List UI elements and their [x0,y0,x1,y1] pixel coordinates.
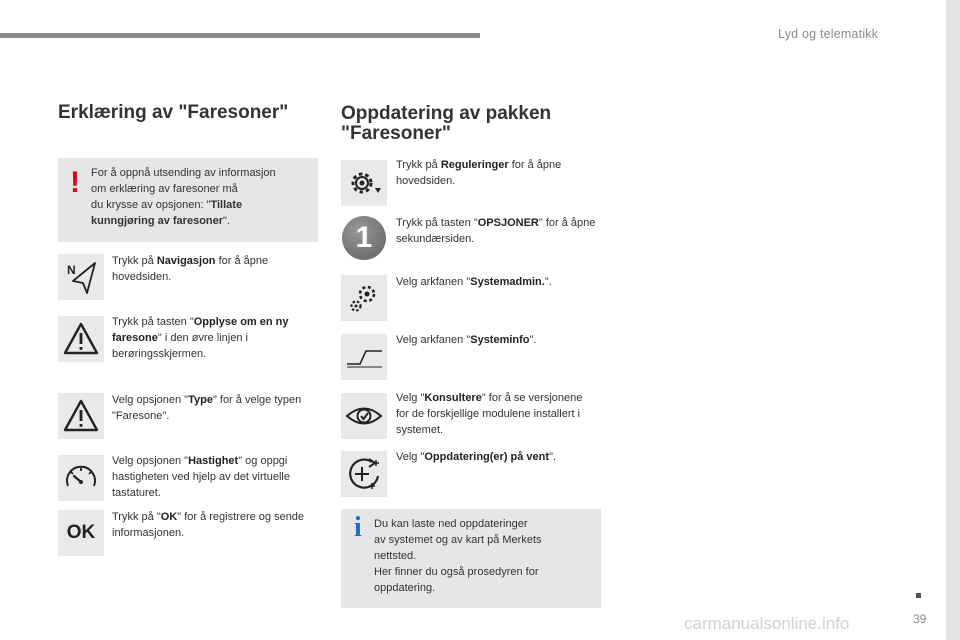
warning-triangle-icon [58,393,104,439]
navigation-icon [58,254,104,300]
exclamation-icon: ! [70,166,80,199]
update-plus-icon [341,451,387,497]
left-step-speed: Velg opsjonen "Hastighet" og oppgi hastigheten ved hjelp av det virtuelle tastaturet. [112,455,290,499]
page-bullet [916,593,921,598]
info-notice-text: Du kan laste ned oppdateringer av systemet og av kart på Merkets nettsted. Her finner du også prosedyren for oppdatering. [374,518,542,594]
side-strip [946,0,960,640]
left-step-type: Velg opsjonen "Type" for å velge typen "Faresone". [112,394,302,422]
right-step-systeminfo: Velg arkfanen "Systeminfo". [396,334,537,346]
double-gear-icon [341,275,387,321]
right-step-consult: Velg "Konsultere" for å se versjonene for de forskjellige modulene installert i systemet. [396,392,583,436]
right-step-pending-updates: Velg "Oppdatering(er) på vent". [396,451,557,463]
eye-icon [341,393,387,439]
info-icon: i [354,512,362,543]
speedometer-icon [58,455,104,501]
step-number-badge: 1 [342,216,386,260]
watermark: carmanualsonline.info [684,614,850,633]
left-heading: Erklæring av "Faresoner" [58,102,289,123]
system-info-tab-icon [341,334,387,380]
warning-triangle-icon [58,316,104,362]
right-step-systemadmin: Velg arkfanen "Systemadmin.". [396,276,552,288]
warning-notice-text: For å oppnå utsending av informasjon om erklæring av faresoner må du krysse av opsjonen: "Tillate kunngjøring av faresoner". [91,167,276,227]
right-heading: Oppdatering av pakken "Faresoner" [341,103,552,144]
right-step-settings: Trykk på Reguleringer for å åpne hovedsiden. [396,159,562,187]
left-step-new-danger-zone: Trykk på tasten "Opplyse om en ny faresone" i den øvre linjen i berøringsskjermen. [112,316,289,360]
page-number: 39 [913,612,927,626]
header-rule [0,33,480,38]
warning-notice [58,158,318,242]
left-step-navigation: Trykk på Navigasjon for å åpne hovedsiden. [112,255,269,283]
svg-text:N: N [67,263,76,277]
right-step-options: Trykk på tasten "OPSJONER" for å åpne sekundærsiden. [396,217,596,245]
settings-gear-icon [341,160,387,206]
left-step-ok: Trykk på "OK" for å registrere og sende informasjonen. [112,511,305,539]
section-title: Lyd og telematikk [778,27,879,41]
ok-icon: OK [58,510,104,556]
info-notice [341,509,601,608]
